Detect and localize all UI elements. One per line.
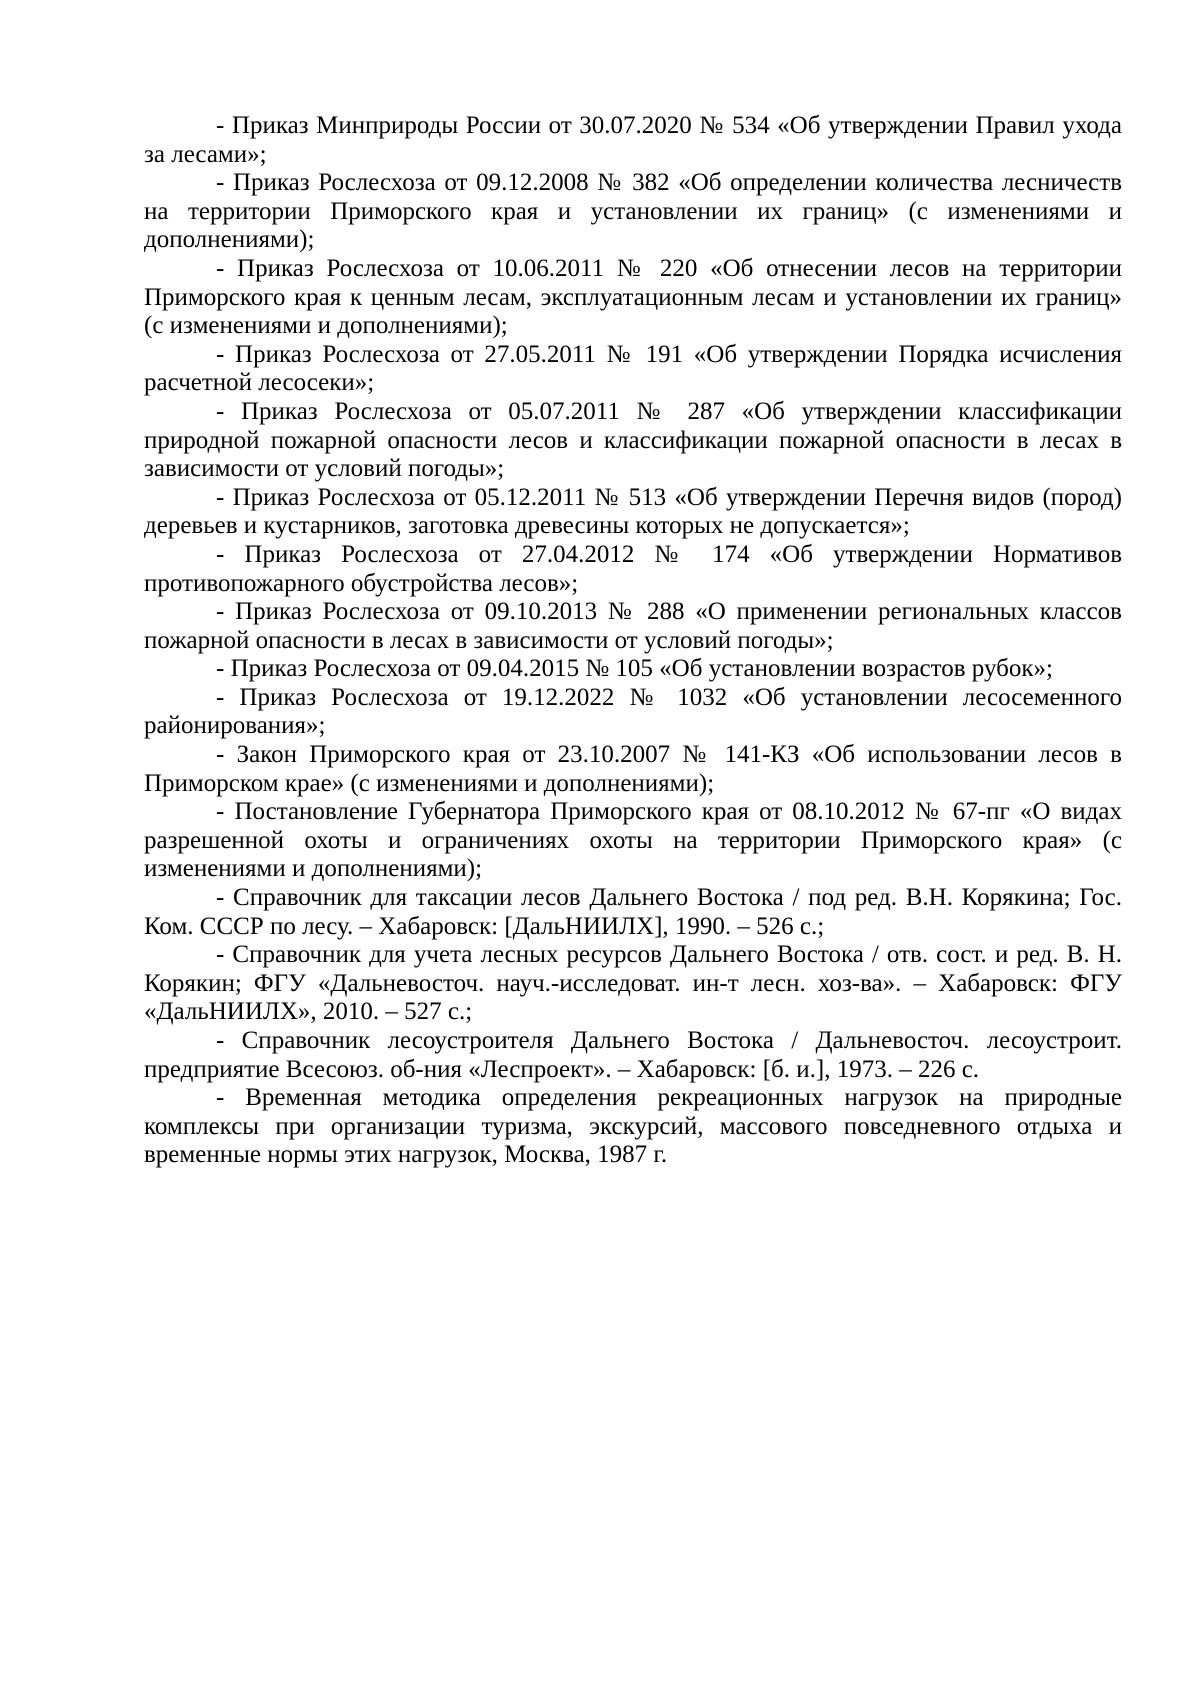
reference-item: - Приказ Рослесхоза от 19.12.2022 № 1032 «Об установлении лесосеменного районирования»; <box>144 683 1122 740</box>
reference-item: - Приказ Рослесхоза от 09.10.2013 № 288 «О применении региональных классов пожарной опасности в лесах в зависимости от условий погоды»; <box>144 598 1122 654</box>
reference-item: - Приказ Рослесхоза от 10.06.2011 № 220 «Об отнесении лесов на территории Приморского края к ценным лесам, эксплуатационным лесам и установлении их границ» (с изменениями и дополнениями); <box>144 254 1122 340</box>
reference-item: - Приказ Рослесхоза от 05.12.2011 № 513 «Об утверждении Перечня видов (пород) деревьев и кустарников, заготовка древесины которых не допускается»; <box>144 483 1122 540</box>
reference-item: - Приказ Рослесхоза от 09.12.2008 № 382 «Об определении количества лесничеств на территории Приморского края и установлении их границ» (с изменениями и дополнениями); <box>144 169 1122 254</box>
reference-item: - Справочник для учета лесных ресурсов Дальнего Востока / отв. сост. и ред. В. Н. Корякин; ФГУ «Дальневосточ. науч.-исследоват. ин-т лесн. хоз-ва». – Хабаровск: ФГУ «ДальНИИЛХ», 2010. – 527 с.; <box>144 941 1122 1026</box>
reference-item: - Справочник для таксации лесов Дальнего Востока / под ред. В.Н. Корякина; Гос. Ком. СССР по лесу. – Хабаровск: [ДальНИИЛХ], 1990. – 526 с.; <box>144 884 1122 940</box>
reference-item: - Справочник лесоустроителя Дальнего Востока / Дальневосточ. лесоустроит. предприятие Всесоюз. об-ния «Леспроект». – Хабаровск: [б. и.], 1973. – 226 с. <box>144 1027 1122 1083</box>
reference-item: - Приказ Минприроды России от 30.07.2020 № 534 «Об утверждении Правил ухода за лесами»; <box>144 112 1122 168</box>
reference-item: - Временная методика определения рекреационных нагрузок на природные комплексы при организации туризма, экскурсий, массового повседневного отдыха и временные нормы этих нагрузок, Москва, 1987 г. <box>144 1084 1122 1169</box>
reference-item: - Закон Приморского края от 23.10.2007 № 141-КЗ «Об использовании лесов в Приморском крае» (с изменениями и дополнениями); <box>144 741 1122 797</box>
reference-item: - Приказ Рослесхоза от 05.07.2011 № 287 «Об утверждении классификации природной пожарной опасности лесов и классификации пожарной опасности в лесах в зависимости от условий погоды»; <box>144 397 1122 483</box>
reference-list <box>144 112 1122 1170</box>
reference-item: - Приказ Рослесхоза от 27.04.2012 № 174 «Об утверждении Нормативов противопожарного обустройства лесов»; <box>144 540 1122 597</box>
reference-item: - Приказ Рослесхоза от 09.04.2015 № 105 «Об установлении возрастов рубок»; <box>216 655 1053 683</box>
reference-item: - Приказ Рослесхоза от 27.05.2011 № 191 «Об утверждении Порядка исчисления расчетной лесосеки»; <box>144 340 1122 397</box>
reference-item: - Постановление Губернатора Приморского края от 08.10.2012 № 67-пг «О видах разрешенной охоты и ограничениях охоты на территории Приморского края» (с изменениями и дополнениями); <box>144 798 1122 883</box>
